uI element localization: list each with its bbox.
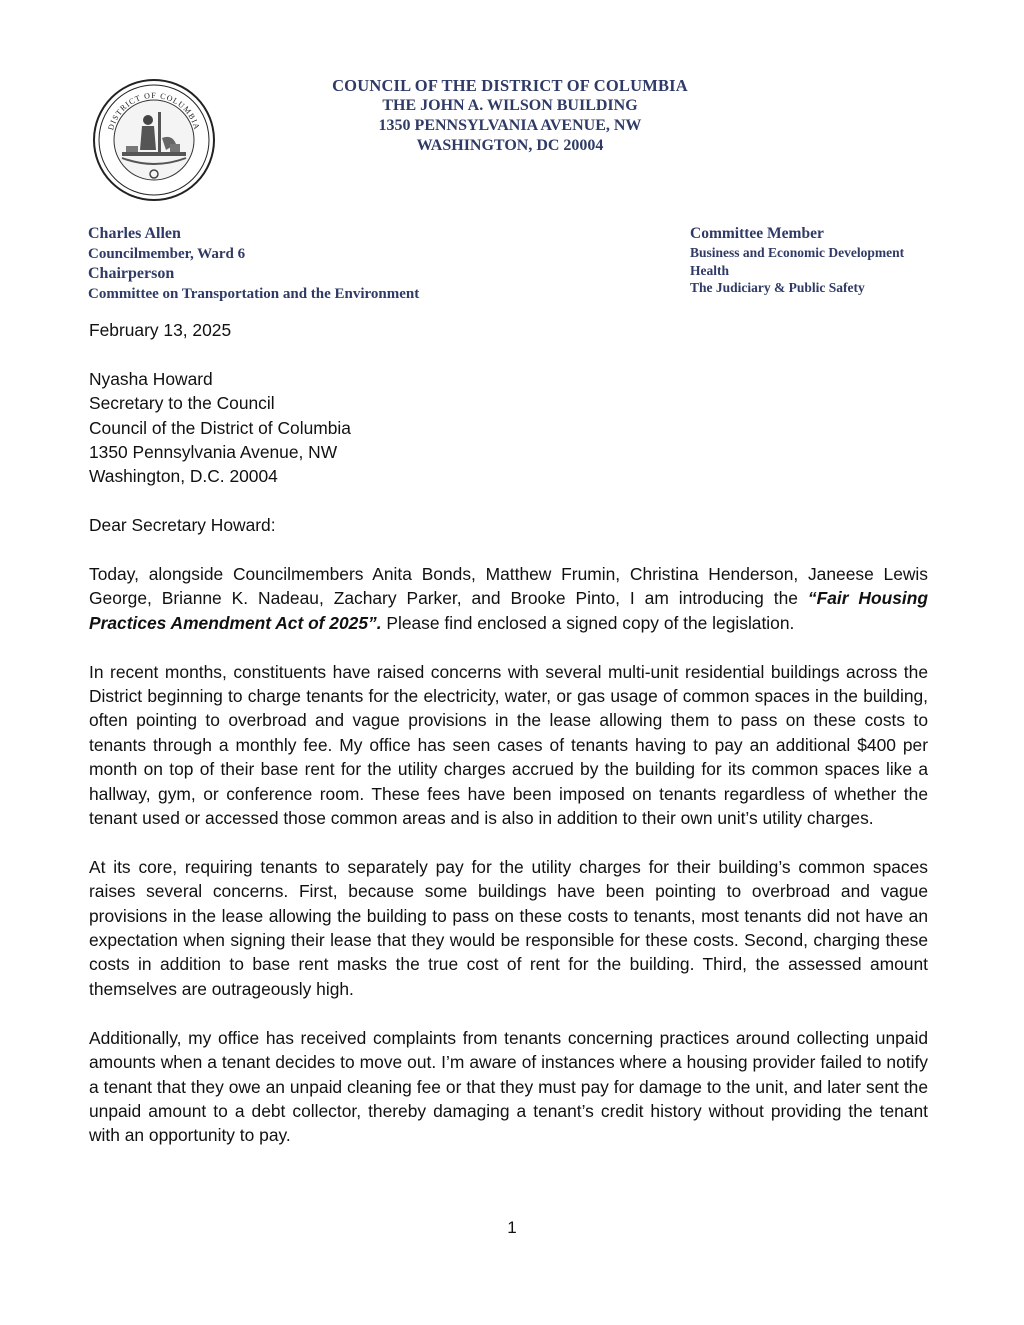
paragraph-1-text: Today, alongside Councilmembers Anita Bonds, Matthew Frumin, Christina Henderson, Janeese Lewis George, Brianne K. Nadeau, Zachary Parker, and Brooke Pinto, I am introducing the [89, 564, 928, 609]
sender-committee: Committee on Transportation and the Environment [88, 286, 420, 302]
paragraph-3: At its core, requiring tenants to separately pay for the utility charges for their building’s common spaces raises several concerns. First, because some buildings have been pointing to overbroad and vague provisions in the lease allowing the building to pass on these costs to tenants, most tenants did not have an expectation when signing their lease that they would be responsible for these costs. Second, charging these costs in addition to base rent masks the true cost of rent for the building. Third, the assessed amount themselves are outrageously high. [89, 856, 928, 999]
recipient-city: Washington, D.C. 20004 [89, 466, 278, 487]
letterhead-line-4: WASHINGTON, DC 20004 [416, 137, 604, 154]
bill-title: “Fair Housing Practices Amendment Act of 2025”. [89, 588, 928, 633]
committee-item: Health [690, 262, 729, 278]
letter-body [89, 318, 928, 1172]
committee-item: Business and Economic Development [690, 245, 905, 260]
sender-title: Councilmember, Ward 6 [88, 246, 246, 262]
recipient-street: 1350 Pennsylvania Avenue, NW [89, 442, 338, 463]
letterhead [230, 76, 790, 156]
svg-text:DISTRICT OF COLUMBIA: DISTRICT OF COLUMBIA [106, 90, 202, 132]
sender-role: Chairperson [88, 265, 175, 282]
recipient-org: Council of the District of Columbia [89, 417, 351, 438]
committee-member-heading: Committee Member [690, 225, 824, 242]
sender-name: Charles Allen [88, 225, 181, 242]
committee-member-block [690, 224, 990, 297]
letterhead-line-1: COUNCIL OF THE DISTRICT OF COLUMBIA [332, 76, 688, 95]
letter-date: February 13, 2025 [89, 320, 232, 340]
page-number: 1 [507, 1218, 517, 1237]
committee-item: The Judiciary & Public Safety [690, 280, 865, 295]
recipient-name: Nyasha Howard [89, 368, 213, 389]
paragraph-1-tail: Please find enclosed a signed copy of the legislation. [381, 612, 795, 633]
paragraph-4: Additionally, my office has received complaints from tenants concerning practices around collecting unpaid amounts when a tenant decides to move out. I’m aware of instances where a housing provider failed to notify a tenant that they owe an unpaid cleaning fee or that they must pay for damage to the unit, and later sent the unpaid amount to a debt collector, thereby damaging a tenant’s credit history without providing the tenant with an opportunity to pay. [89, 1027, 928, 1146]
recipient-title: Secretary to the Council [89, 393, 275, 414]
paragraph-1 [89, 562, 928, 635]
letterhead-line-2: THE JOHN A. WILSON BUILDING [382, 97, 638, 114]
district-of-columbia-seal-icon [92, 78, 216, 202]
sender-block [88, 224, 508, 304]
letterhead-line-3: 1350 PENNSYLVANIA AVENUE, NW [378, 117, 642, 134]
recipient-address [89, 367, 928, 489]
salutation: Dear Secretary Howard: [89, 515, 276, 536]
paragraph-2: In recent months, constituents have raised concerns with several multi-unit residential buildings across the District beginning to charge tenants for the electricity, water, or gas usage of common spaces in the building, often pointing to overbroad and vague provisions in the lease allowing them to pass on these costs to tenants through a monthly fee. My office has seen cases of tenants having to pay an additional $400 per month on top of their base rent for the utility charges accrued by the building for its common spaces like a hallway, gym, or conference room. These fees have been imposed on tenants regardless of whether the tenant used or accessed those common areas and is also in addition to their own unit’s utility charges. [89, 661, 928, 829]
